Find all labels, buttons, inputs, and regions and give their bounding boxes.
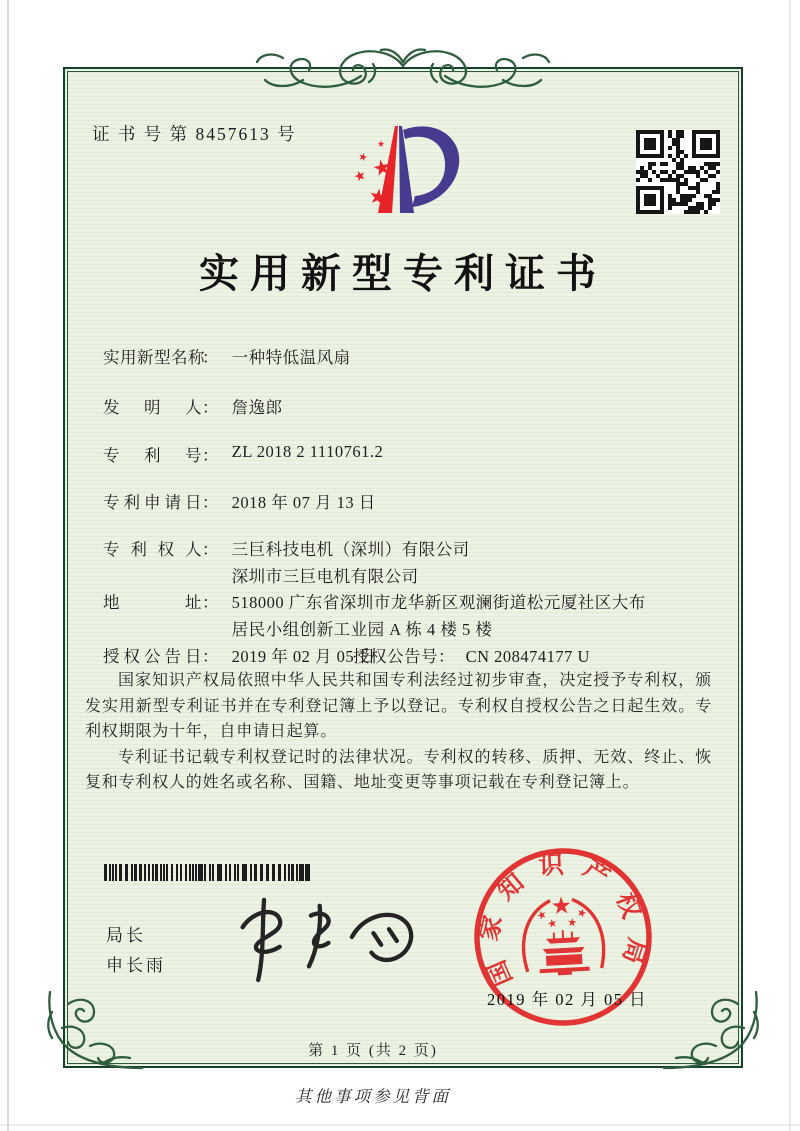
field-colon: ： — [202, 593, 219, 612]
field-colon: ： — [202, 493, 219, 512]
back-note: 其他事项参见背面 — [295, 1087, 451, 1106]
field-colon: ： — [202, 398, 219, 417]
certificate-title: 实用新型专利证书 — [199, 251, 607, 296]
field-value: 詹逸郎 — [231, 398, 283, 417]
logo-star-icon — [378, 141, 385, 147]
barcode — [104, 864, 309, 881]
field-row-patentee — [103, 536, 470, 590]
field-label: 地址 — [103, 593, 202, 612]
field-grant-number — [353, 643, 590, 667]
field-colon: ： — [438, 647, 455, 666]
field-row-patent-number — [103, 442, 383, 466]
field-label: 专利申请日 — [103, 493, 202, 512]
field-label: 专利权人 — [103, 540, 202, 559]
grant-paragraph: 国家知识产权局依照中华人民共和国专利法经过初步审查，决定授予专利权，颁发实用新型专利证书并在专利登记簿上予以登记。专利权自授权公告之日起生效。专利权期限为十年，自申请日起算。 — [85, 672, 712, 740]
scan-edge-left — [7, 0, 9, 1131]
national-emblem-icon — [521, 894, 605, 977]
field-value: CN 208474177 U — [465, 647, 590, 666]
qr-code — [636, 130, 720, 214]
field-value: ZL 2018 2 1110761.2 — [231, 442, 384, 461]
field-row-filing-date — [103, 489, 376, 513]
field-colon: ： — [202, 540, 219, 559]
scan-edge-right — [789, 0, 791, 1131]
field-colon: ： — [202, 446, 219, 465]
seal-date: 2019 年 02 月 05 日 — [487, 990, 648, 1009]
field-label: 授权公告号 — [353, 647, 438, 666]
field-row-address — [103, 589, 646, 643]
legal-text-block — [85, 668, 712, 796]
field-value: 一种特低温风扇 — [231, 348, 351, 367]
field-label: 发明人 — [103, 398, 202, 417]
certificate-number: 证 书 号 第 8457613 号 — [92, 124, 297, 144]
signer-name: 申长雨 — [106, 956, 166, 975]
field-colon: ： — [202, 348, 219, 367]
top-border-ornament-icon — [243, 42, 563, 94]
seal-text: 国家知识产权局 — [475, 851, 651, 990]
logo-star-icon — [353, 169, 366, 182]
page-number: 第 1 页 (共 2 页) — [308, 1043, 438, 1059]
field-value: 2018 年 07 月 13 日 — [231, 493, 376, 512]
signature-image — [225, 885, 430, 990]
field-row-name — [103, 344, 351, 368]
logo-star-icon — [358, 152, 368, 161]
cnipa-logo — [332, 106, 482, 221]
field-colon: ： — [202, 647, 219, 666]
field-label: 授权公告日 — [103, 647, 202, 666]
field-value: 三巨科技电机（深圳）有限公司 深圳市三巨电机有限公司 — [231, 540, 470, 586]
field-label: 实用新型名称 — [103, 348, 205, 367]
field-row-inventor — [103, 394, 283, 418]
field-value: 2019 年 02 月 05 日 — [231, 647, 376, 666]
field-row-grant — [103, 643, 590, 667]
signer-title: 局长 — [106, 926, 146, 945]
register-paragraph: 专利证书记载专利权登记时的法律状况。专利权的转移、质押、无效、终止、恢复和专利权人的姓名或名称、国籍、地址变更等事项记载在专利登记簿上。 — [85, 748, 712, 791]
scan-edge-bottom — [0, 1124, 800, 1126]
field-value: 518000 广东省深圳市龙华新区观澜街道松元厦社区大布 居民小组创新工业园 A 栋 4 楼 5 楼 — [231, 593, 646, 639]
field-label: 专利号 — [103, 446, 202, 465]
